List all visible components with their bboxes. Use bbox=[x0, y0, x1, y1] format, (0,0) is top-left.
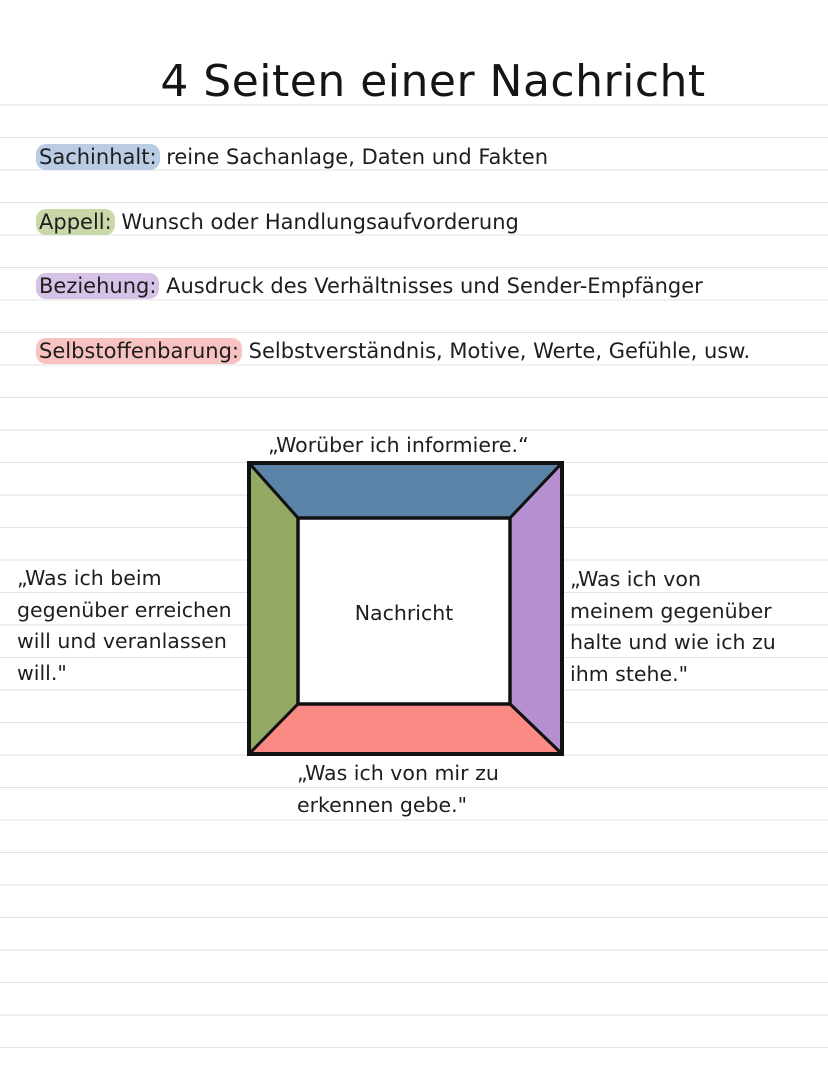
bottom-label bbox=[297, 758, 499, 821]
right-label bbox=[570, 564, 776, 690]
term-appell: Appell: bbox=[36, 209, 115, 235]
definition-text: Selbstverständnis, Motive, Werte, Gefühle, usw. bbox=[242, 339, 751, 363]
left-label-line: will." bbox=[17, 660, 67, 685]
right-label-line: meinem gegenüber bbox=[570, 598, 772, 623]
definition-text: reine Sachanlage, Daten und Fakten bbox=[159, 145, 549, 169]
term-beziehung: Beziehung: bbox=[36, 273, 159, 299]
right-label-line: halte und wie ich zu bbox=[570, 630, 776, 654]
page-title: 4 Seiten einer Nachricht bbox=[160, 56, 706, 107]
bottom-label-line: erkennen gebe." bbox=[297, 792, 468, 817]
definition-text: Wunsch oder Handlungsaufvorderung bbox=[114, 210, 519, 234]
term-sachinhalt: Sachinhalt: bbox=[36, 144, 160, 170]
center-label-nachricht: Nachricht bbox=[354, 601, 454, 625]
term-selbstoffenbarung: Selbstoffenbarung: bbox=[36, 338, 242, 364]
left-label-line: „Was ich beim bbox=[17, 566, 162, 590]
left-label bbox=[17, 563, 232, 689]
bottom-label-line: „Was ich von mir zu bbox=[297, 761, 499, 785]
side-sachinhalt bbox=[249, 463, 562, 518]
left-label-line: gegenüber erreichen bbox=[17, 597, 232, 622]
top-label: „Worüber ich informiere.“ bbox=[268, 433, 529, 457]
side-selbstoffenbarung bbox=[249, 704, 562, 754]
left-label-line: will und veranlassen bbox=[17, 629, 227, 653]
definition-text: Ausdruck des Verhältnisses und Sender-Empfänger bbox=[159, 274, 703, 298]
right-label-line: „Was ich von bbox=[570, 567, 701, 591]
right-label-line: ihm stehe." bbox=[570, 661, 689, 686]
